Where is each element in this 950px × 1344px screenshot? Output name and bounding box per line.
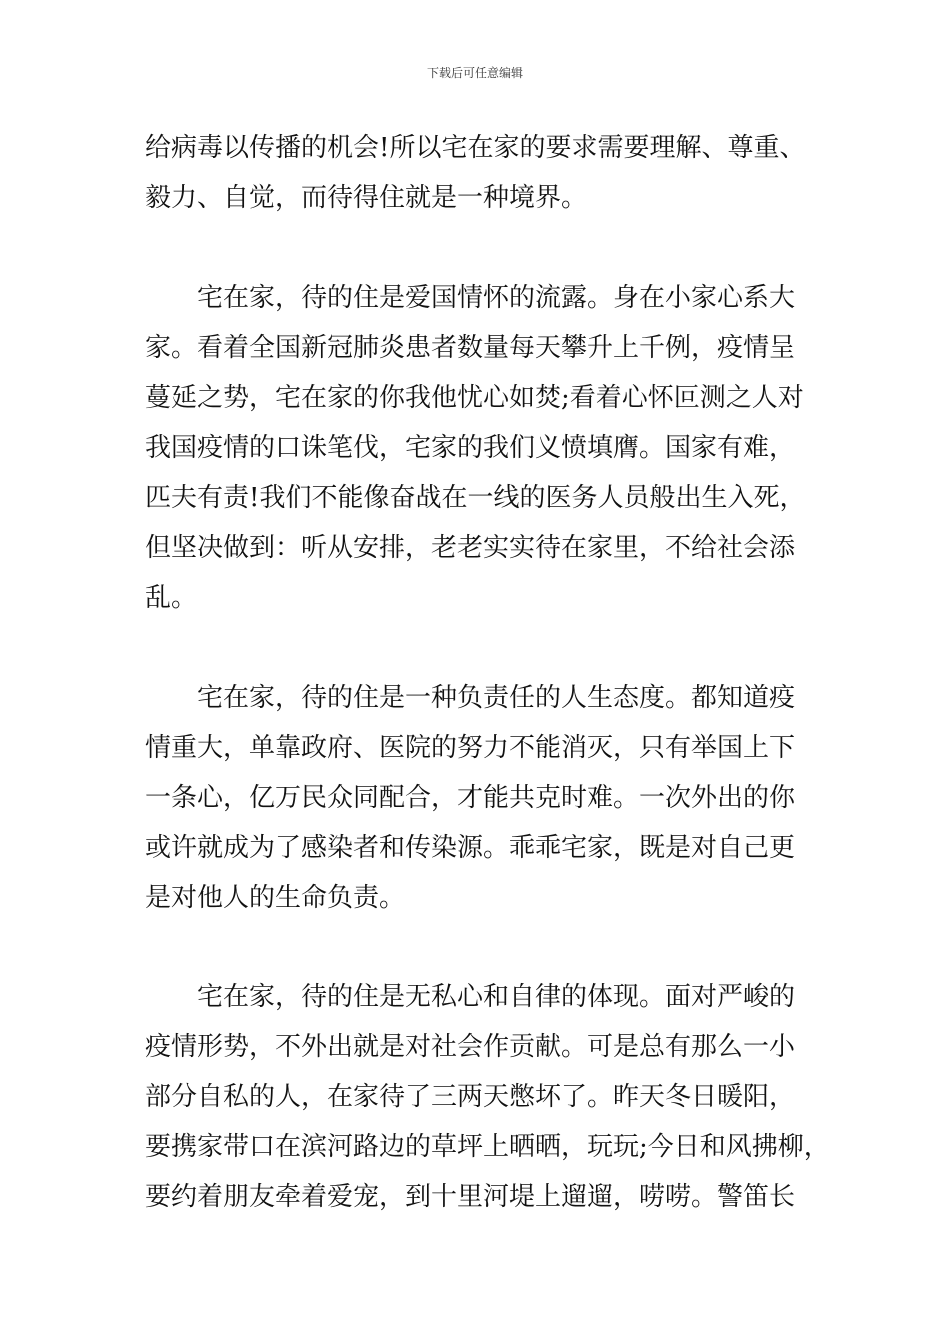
paragraph-line: 毅力、自觉，而待得住就是一种境界。 bbox=[145, 183, 588, 213]
paragraph-line: 部分自私的人，在家待了三两天憋坏了。昨天冬日暖阳， bbox=[145, 1082, 796, 1112]
paragraph-line: 但坚决做到：听从安排，老老实实待在家里，不给社会添 bbox=[145, 533, 796, 563]
paragraph-line: 我国疫情的口诛笔伐，宅家的我们义愤填膺。国家有难， bbox=[145, 433, 796, 463]
paragraph-line: 家。看着全国新冠肺炎患者数量每天攀升上千例，疫情呈 bbox=[145, 333, 796, 363]
paragraph-line: 宅在家，待的住是一种负责任的人生态度。都知道疫 bbox=[197, 683, 796, 713]
paragraph-line: 宅在家，待的住是爱国情怀的流露。身在小家心系大 bbox=[197, 283, 796, 313]
paragraph-line: 要携家带口在滨河路边的草坪上晒晒，玩玩;今日和风拂柳， bbox=[145, 1132, 830, 1162]
paragraph-line: 是对他人的生命负责。 bbox=[145, 883, 406, 913]
paragraph-line: 一条心，亿万民众同配合，才能共克时难。一次外出的你 bbox=[145, 783, 796, 813]
paragraph-line: 疫情形势，不外出就是对社会作贡献。可是总有那么一小 bbox=[145, 1032, 796, 1062]
paragraph-line: 乱。 bbox=[145, 583, 198, 613]
paragraph-line: 情重大，单靠政府、医院的努力不能消灭，只有举国上下 bbox=[145, 733, 796, 763]
paragraph-line: 匹夫有责!我们不能像奋战在一线的医务人员般出生入死， bbox=[145, 483, 806, 513]
paragraph-line: 宅在家，待的住是无私心和自律的体现。面对严峻的 bbox=[197, 982, 796, 1012]
paragraph-line: 蔓延之势，宅在家的你我他忧心如焚;看着心怀叵测之人对 bbox=[145, 383, 804, 413]
paragraph-line: 要约着朋友牵着爱宠，到十里河堤上遛遛，唠唠。警笛长 bbox=[145, 1182, 796, 1212]
paragraph-line: 给病毒以传播的机会!所以宅在家的要求需要理解、尊重、 bbox=[145, 133, 806, 163]
paragraph-line: 或许就成为了感染者和传染源。乖乖宅家，既是对自己更 bbox=[145, 833, 796, 863]
header-note: 下载后可任意编辑 bbox=[426, 66, 523, 80]
